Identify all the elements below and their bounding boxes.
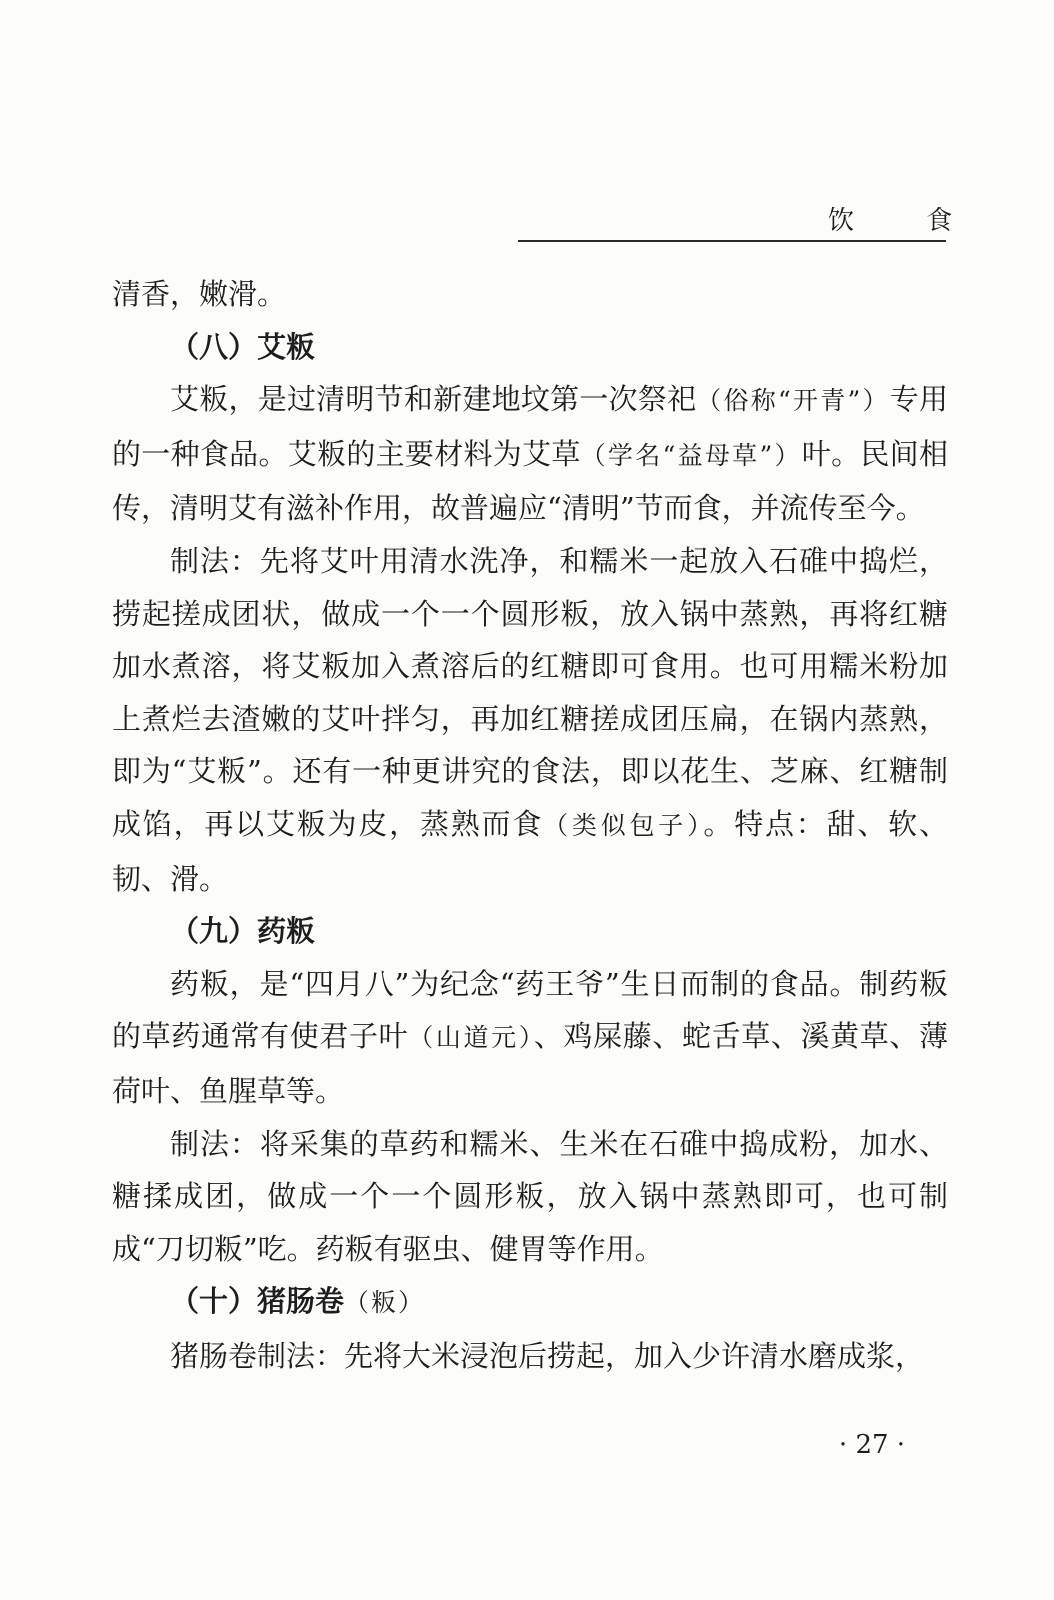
- header-rule: [518, 240, 946, 242]
- section-heading-ai-ban: [112, 321, 948, 374]
- body-text: [112, 268, 948, 1382]
- paragraph-text: 制法：将采集的草药和糯米、生米在石碓中捣成粉，加水、糖揉成团，做成一个一个圆形粄，放入锅中蒸熟即可，也可制成“刀切粄”吃。药粄有驱虫、健胃等作用。: [112, 1126, 948, 1266]
- paragraph-text: 猪肠卷制法：先将大米浸泡后捞起，加入少许清水磨成浆，: [170, 1338, 925, 1373]
- paragraph-zhu-chang-juan-method: [112, 1330, 948, 1383]
- paragraph-yao-ban-intro: [112, 958, 948, 1118]
- annotation-note: （类似包子）: [543, 810, 704, 840]
- page-number: · 27 ·: [838, 1430, 906, 1460]
- heading-text: （八）艾粄: [170, 329, 316, 364]
- heading-text: （九）药粄: [170, 914, 316, 949]
- running-head: 饮 食: [828, 206, 985, 236]
- paragraph-ai-ban-method: [112, 535, 948, 905]
- annotation-note: （山道元）: [408, 1023, 534, 1053]
- paragraph-text: 专用的一种食品。艾粄的主要材料为艾草: [112, 382, 948, 471]
- annotation-note: （学名“益母草”）: [580, 440, 802, 470]
- paragraph-ai-ban-intro: [112, 373, 948, 535]
- paragraph-text: 清香，嫩滑。: [112, 277, 287, 311]
- paragraph-text: 叶。民间相传，清明艾有滋补作用，故普遍应“清明”节而食，并流传至今。: [112, 436, 948, 526]
- paragraph-text: 制法：先将艾叶用清水洗净，和糯米一起放入石碓中捣烂，捞起搓成团状，做成一个一个圆形粄，放入锅中蒸熟，再将红糖加水煮溶，将艾粄加入煮溶后的红糖即可食用。也可用糯米粉加上煮烂去渣嫩的艾叶拌匀，再加红糖搓成团压扁，在锅内蒸熟，即为“艾粄”。还有一种更讲究的食法，即以花生、芝麻、红糖制成馅，再以艾粄为皮，蒸熟而食: [112, 543, 948, 841]
- annotation-note: （俗称“开青”）: [696, 386, 890, 416]
- paragraph-text: 。特点：甜、软、韧、滑。: [112, 806, 948, 896]
- heading-text: （十）猪肠卷: [170, 1284, 345, 1319]
- section-heading-yao-ban: [112, 905, 948, 958]
- paragraph-text: 、鸡屎藤、蛇舌草、溪黄草、薄荷叶、鱼腥草等。: [112, 1019, 948, 1108]
- paragraph-yao-ban-method: [112, 1118, 948, 1276]
- annotation-note: （粄）: [344, 1288, 426, 1318]
- section-heading-zhu-chang-juan: [112, 1275, 948, 1330]
- paragraph-text: 药粄，是“四月八”为纪念“药王爷”生日而制的食品。制药粄的草药通常有使君子叶: [112, 966, 948, 1054]
- paragraph-continuation: [112, 268, 948, 321]
- paragraph-text: 艾粄，是过清明节和新建地坟第一次祭祀: [170, 382, 697, 417]
